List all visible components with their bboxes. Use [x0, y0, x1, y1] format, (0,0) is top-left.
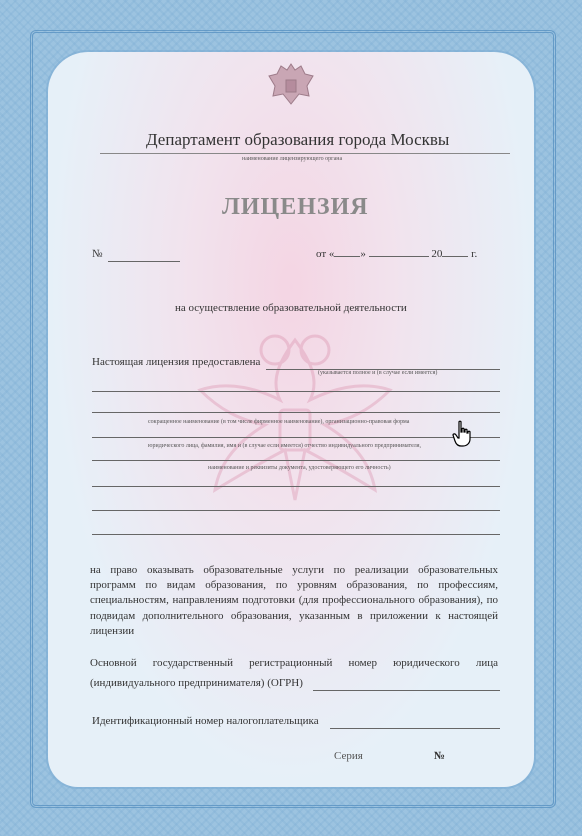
- caption-entrepreneur: юридического лица, фамилия, имя и (в случае если имеется) отчество индивидуального предпринимателя,: [148, 443, 422, 449]
- granted-to-line-7: [92, 510, 500, 511]
- date-year-field: [442, 256, 468, 257]
- department-underline: [100, 153, 510, 154]
- year-prefix: 20: [431, 248, 443, 260]
- department-caption: наименование лицензирующего органа: [242, 156, 343, 162]
- date-day-field: [334, 256, 360, 257]
- hand-cursor-icon: [452, 420, 474, 448]
- inn-label: Идентификационный номер налогоплательщика: [92, 715, 319, 727]
- license-title: ЛИЦЕНЗИЯ: [222, 194, 369, 220]
- ogrn-label-line-1: Основной государственный регистрационный номер юридического лица: [90, 657, 498, 669]
- license-purpose: на осуществление образовательной деятельности: [175, 302, 407, 314]
- year-suffix: г.: [471, 248, 478, 260]
- granted-to-line-3: [92, 412, 500, 413]
- department-name: Департамент образования города Москвы: [146, 130, 450, 149]
- ogrn-label-line-2: (индивидуального предпринимателя) (ОГРН): [90, 677, 303, 689]
- coat-of-arms-icon: [265, 58, 317, 110]
- date-month-field: [369, 256, 429, 257]
- granted-to-line-4: [92, 437, 500, 438]
- granted-to-line-8: [92, 534, 500, 535]
- series-label: Серия: [334, 750, 363, 762]
- license-number-label: №: [92, 248, 103, 260]
- date-close-label: »: [360, 248, 366, 260]
- rights-paragraph: на право оказывать образовательные услуги по реализации образовательных программ по видам образования, по уровням образования, по профессиям, специальностям, направлениям подготовки (для профессионального образования), по подвидам дополнительного образования, указанным в приложении к настоящей лицензии: [90, 564, 498, 637]
- series-number-label: №: [434, 750, 446, 762]
- granted-to-line-6: [92, 486, 500, 487]
- granted-to-line-2: [92, 391, 500, 392]
- date-open-label: от «: [316, 248, 335, 260]
- caption-full-name: (указывается полное и (в случае если имеется): [318, 370, 438, 376]
- license-date-label: [316, 248, 477, 260]
- ogrn-field: [313, 690, 500, 691]
- inn-field: [330, 728, 500, 729]
- caption-document: наименование и реквизиты документа, удостоверяющего его личность): [208, 465, 391, 471]
- granted-to-line-5: [92, 460, 500, 461]
- granted-to-label: Настоящая лицензия предоставлена: [92, 356, 261, 368]
- license-number-field: [108, 261, 180, 262]
- caption-abbrev-name: сокращенное наименование (в том числе фирменное наименование), организационно-правовая форма: [148, 419, 410, 425]
